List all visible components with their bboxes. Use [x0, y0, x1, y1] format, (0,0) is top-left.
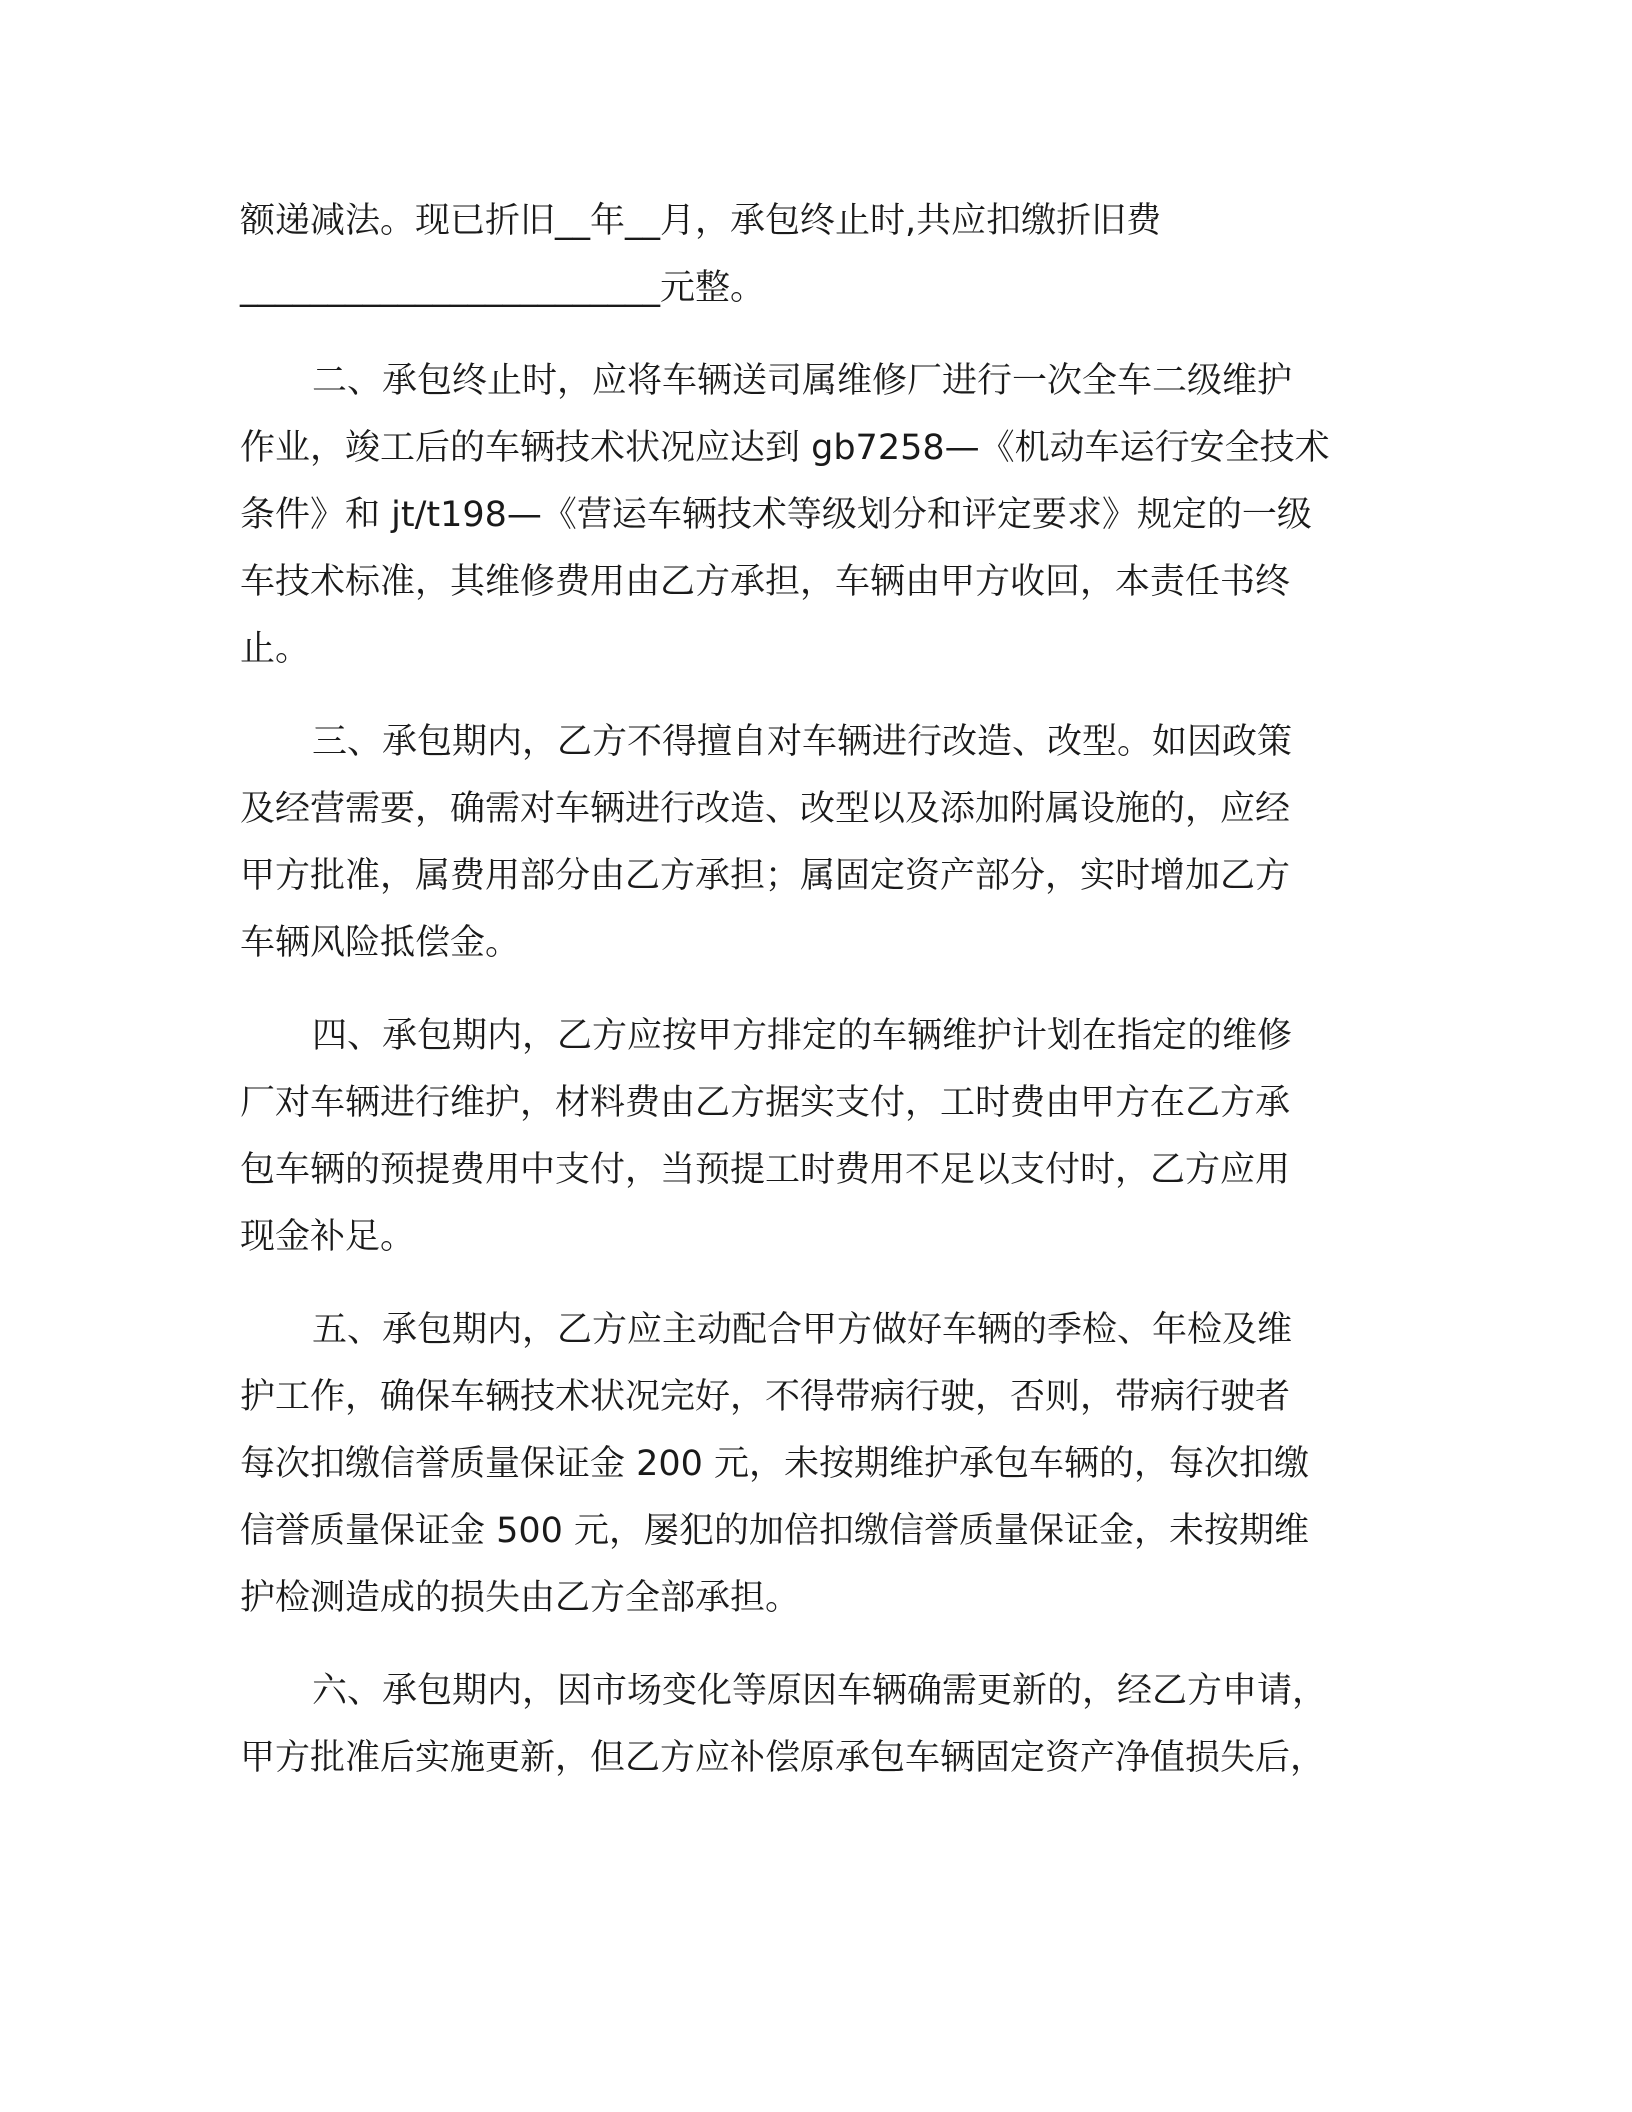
text-line: 护检测造成的损失由乙方全部承担。	[240, 1578, 801, 1618]
text-line: 四、承包期内，乙方应按甲方排定的车辆维护计划在指定的维修	[312, 1016, 1293, 1056]
paragraph-clause-2	[240, 348, 1380, 683]
text-line: 六、承包期内，因市场变化等原因车辆确需更新的，经乙方申请，	[312, 1671, 1328, 1711]
text-line: 现金补足。	[240, 1217, 416, 1257]
text-line: 作业，竣工后的车辆技术状况应达到 gb7258—《机动车运行安全技术	[240, 428, 1330, 468]
text-line: 止。	[240, 629, 311, 669]
text-line: 信誉质量保证金 500 元，屡犯的加倍扣缴信誉质量保证金，未按期维	[240, 1511, 1310, 1551]
text-line: 每次扣缴信誉质量保证金 200 元，未按期维护承包车辆的，每次扣缴	[240, 1444, 1310, 1484]
text-line: 额递减法。现已折旧__年__月，承包终止时,共应扣缴折旧费	[240, 201, 1162, 241]
text-line: 五、承包期内，乙方应主动配合甲方做好车辆的季检、年检及维	[312, 1310, 1293, 1350]
text-line: 厂对车辆进行维护，材料费由乙方据实支付，工时费由甲方在乙方承	[240, 1083, 1291, 1123]
document-body	[240, 188, 1380, 1818]
text-line: 甲方批准后实施更新，但乙方应补偿原承包车辆固定资产净值损失后，	[240, 1738, 1326, 1778]
text-line: 及经营需要，确需对车辆进行改造、改型以及添加附属设施的，应经	[240, 789, 1291, 829]
paragraph-clause-3	[240, 709, 1380, 977]
paragraph-clause-4	[240, 1003, 1380, 1271]
text-line: 车技术标准，其维修费用由乙方承担，车辆由甲方收回，本责任书终	[240, 562, 1291, 602]
paragraph-clause-6	[240, 1658, 1380, 1792]
text-line: 包车辆的预提费用中支付，当预提工时费用不足以支付时，乙方应用	[240, 1150, 1291, 1190]
text-line: ________________________元整。	[240, 268, 766, 308]
text-line: 条件》和 jt/t198—《营运车辆技术等级划分和评定要求》规定的一级	[240, 495, 1312, 535]
text-line: 三、承包期内，乙方不得擅自对车辆进行改造、改型。如因政策	[312, 722, 1293, 762]
text-line: 甲方批准，属费用部分由乙方承担；属固定资产部分，实时增加乙方	[240, 856, 1291, 896]
text-line: 车辆风险抵偿金。	[240, 923, 521, 963]
paragraph-continuation	[240, 188, 1380, 322]
text-line: 二、承包终止时，应将车辆送司属维修厂进行一次全车二级维护	[312, 361, 1293, 401]
paragraph-clause-5	[240, 1297, 1380, 1632]
text-line: 护工作，确保车辆技术状况完好，不得带病行驶，否则，带病行驶者	[240, 1377, 1291, 1417]
